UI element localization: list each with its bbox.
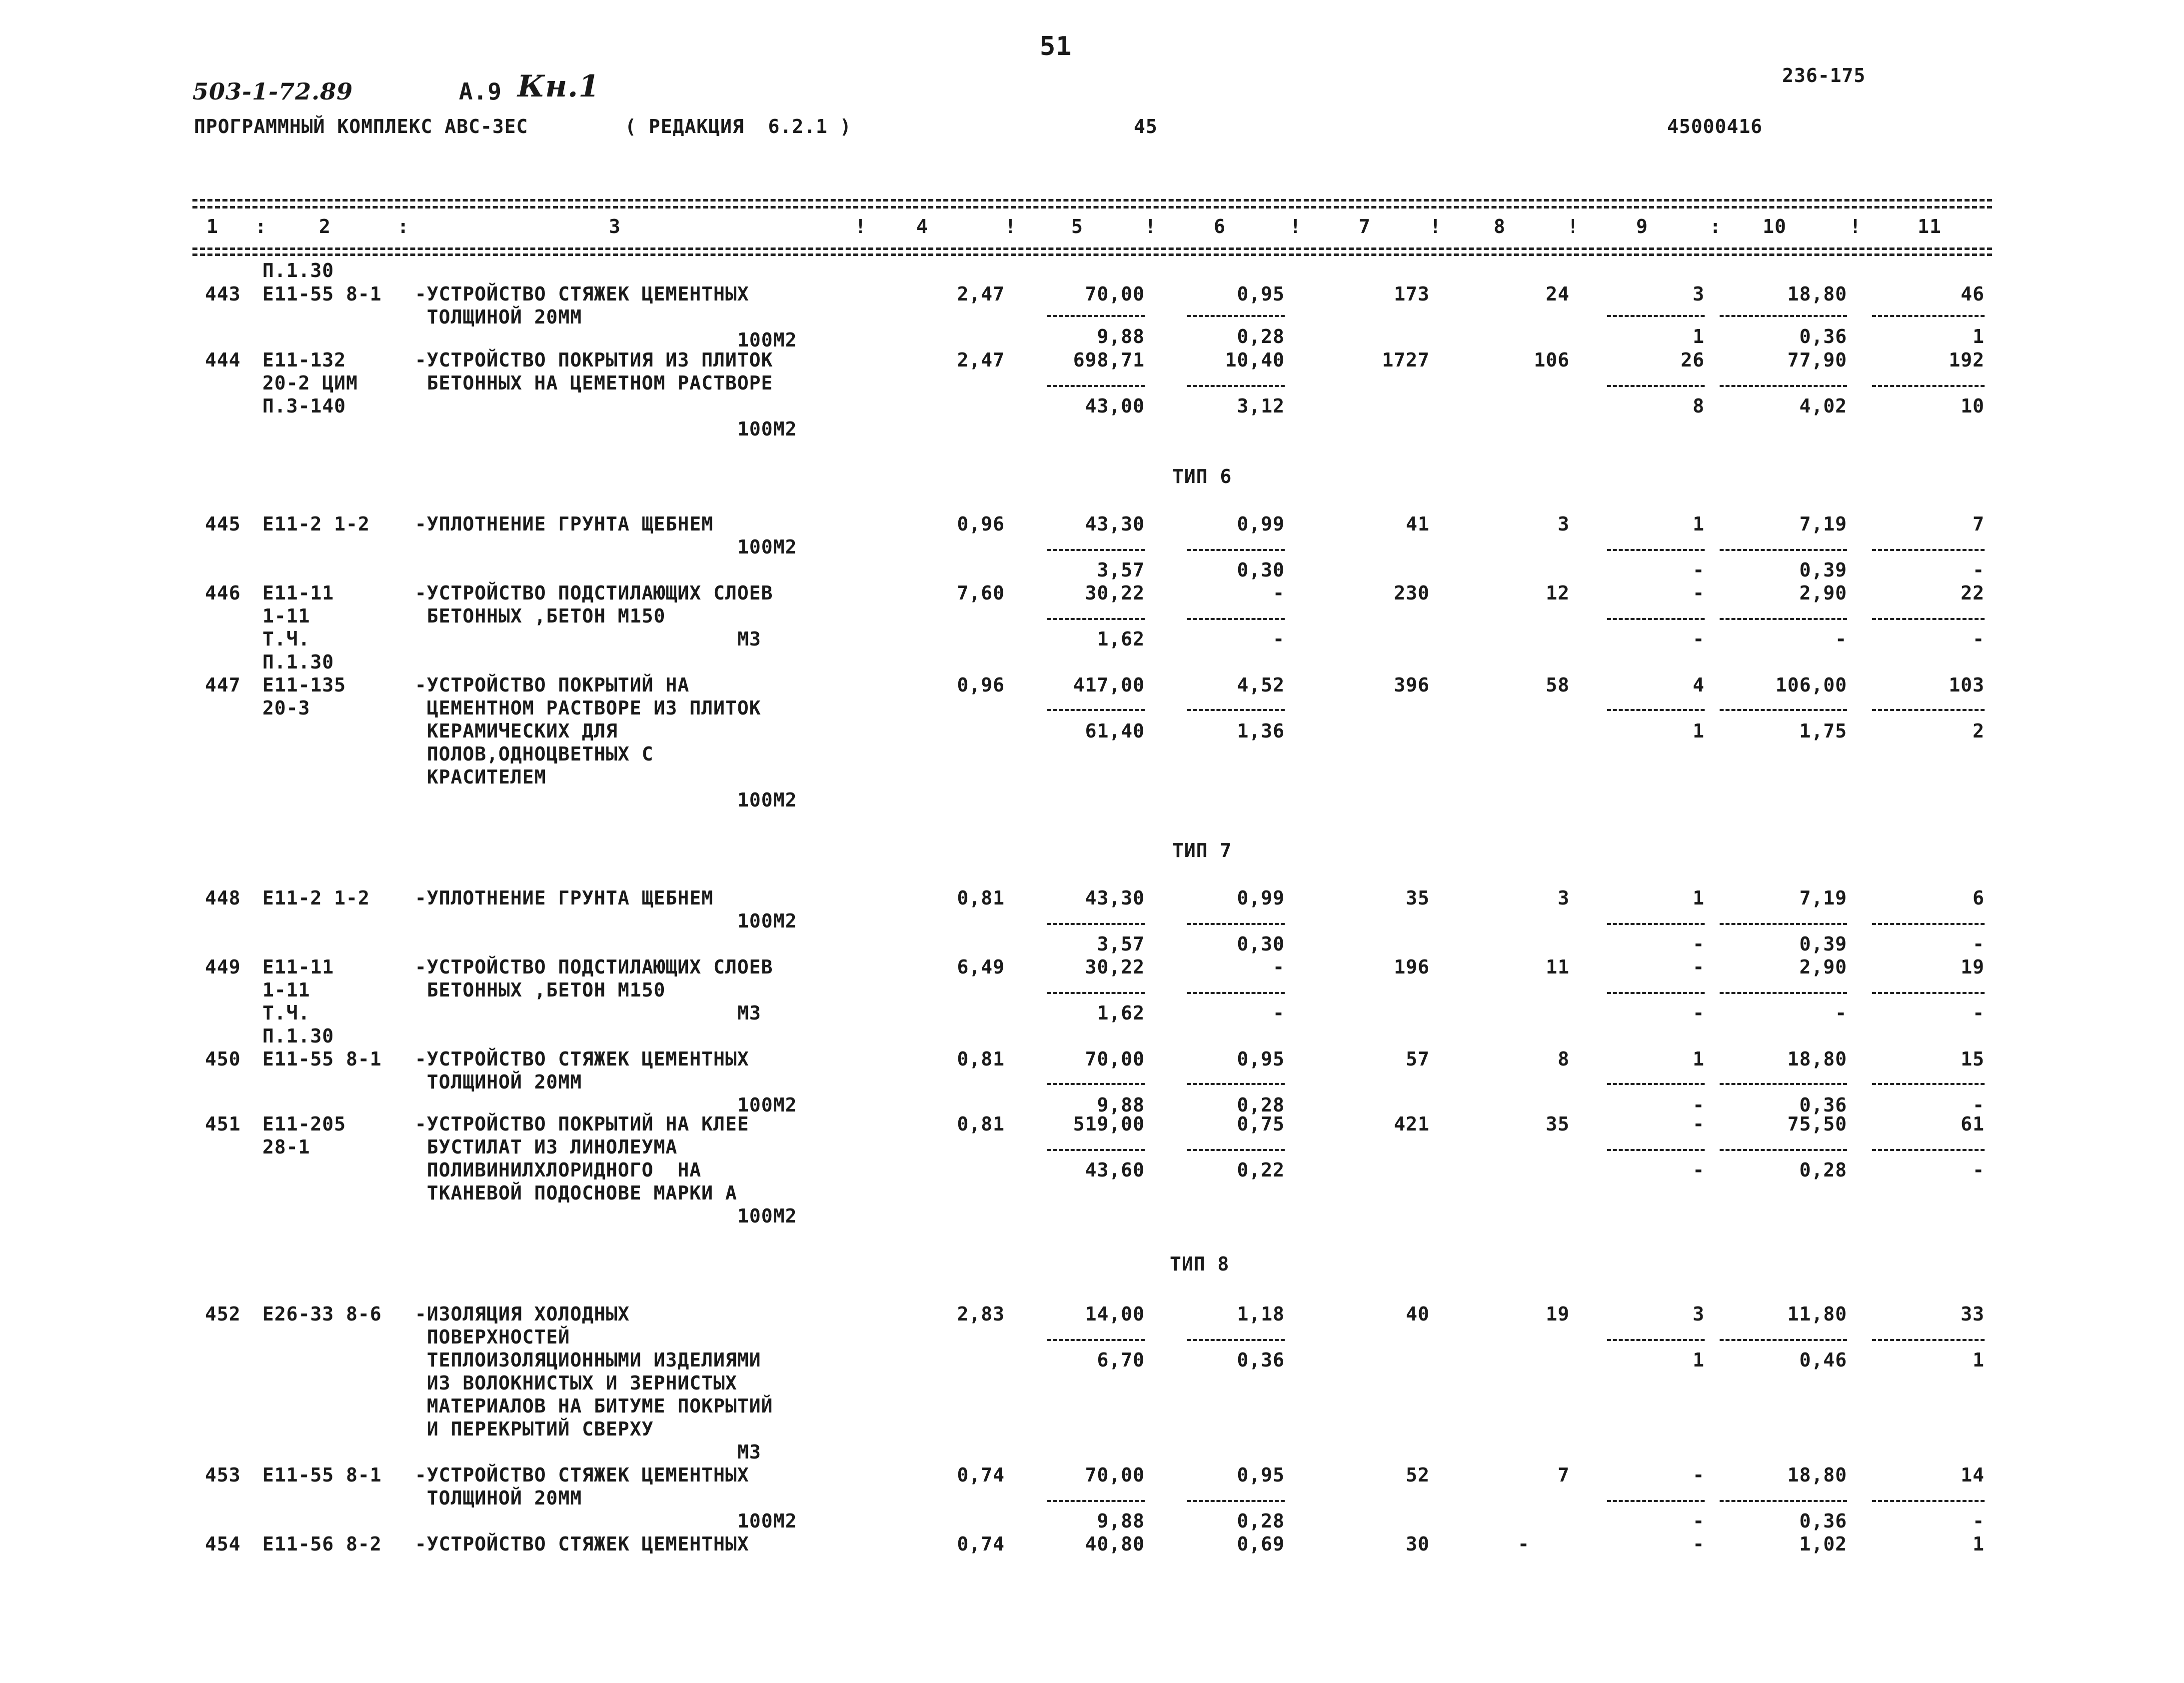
row-number: 444	[205, 349, 241, 371]
header-top-rule	[192, 199, 1992, 202]
cell-c9a: -	[1693, 582, 1705, 604]
cell-c4: 0,96	[957, 674, 1005, 696]
row-unit: 100М2	[737, 418, 797, 440]
cell-c5b: 43,60	[1085, 1159, 1145, 1181]
col-5: 5	[1071, 216, 1083, 238]
cell-c4: 0,74	[957, 1533, 1005, 1555]
row-description: ИЗ ВОЛОКНИСТЫХ И ЗЕРНИСТЫХ	[415, 1372, 737, 1394]
row-code: Е11-11	[262, 582, 334, 604]
cell-c6a: 0,75	[1237, 1113, 1285, 1135]
cell-c11b: -	[1973, 1094, 1985, 1116]
row-description: ТЕПЛОИЗОЛЯЦИОННЫМИ ИЗДЕЛИЯМИ	[415, 1349, 761, 1371]
cell-c9a: -	[1693, 956, 1705, 978]
cell-c6b: 0,22	[1237, 1159, 1285, 1181]
album-label: А.9	[459, 78, 502, 105]
row-description: И ПЕРЕКРЫТИЙ СВЕРХУ	[415, 1418, 654, 1440]
cell-c6b: 0,36	[1237, 1349, 1285, 1371]
col-6: 6	[1214, 216, 1226, 238]
row-description: -УСТРОЙСТВО ПОДСТИЛАЮЩИХ СЛОЕВ	[415, 582, 773, 604]
cell-c10a: 18,80	[1787, 1048, 1847, 1070]
cell-c11a: 15	[1961, 1048, 1985, 1070]
cell-c10b: 0,46	[1799, 1349, 1847, 1371]
cell-c5a: 43,30	[1085, 513, 1145, 535]
cell-c6a: 10,40	[1225, 349, 1285, 371]
row-unit: 100М2	[737, 536, 797, 558]
cell-c9b: 8	[1693, 395, 1705, 417]
cell-c6a: 0,95	[1237, 1464, 1285, 1486]
row-number: 445	[205, 513, 241, 535]
cell-c11a: 33	[1961, 1303, 1985, 1325]
cell-c11b: -	[1973, 1159, 1985, 1181]
cell-c5a: 14,00	[1085, 1303, 1145, 1325]
cell-c5a: 70,00	[1085, 1464, 1145, 1486]
cell-c9b: 1	[1693, 720, 1705, 742]
program-name: ПРОГРАММНЫЙ КОМПЛЕКС АВС-3ЕС	[194, 116, 528, 138]
section-heading: ТИП 7	[1172, 840, 1232, 862]
cell-c5a: 40,80	[1085, 1533, 1145, 1555]
object-code: 45000416	[1667, 116, 1763, 138]
row-description: ТКАНЕВОЙ ПОДОСНОВЕ МАРКИ А	[415, 1182, 737, 1204]
sheet-number: 45	[1134, 116, 1158, 138]
row-number: 454	[205, 1533, 241, 1555]
cell-c6a: 0,99	[1237, 887, 1285, 909]
cell-c6b: 1,36	[1237, 720, 1285, 742]
row-number: 448	[205, 887, 241, 909]
row-description: БЕТОННЫХ ,БЕТОН М150	[415, 979, 666, 1001]
cell-c9a: 4	[1693, 674, 1705, 696]
cell-c5a: 43,30	[1085, 887, 1145, 909]
cell-c4: 2,83	[957, 1303, 1005, 1325]
cell-c11a: 103	[1949, 674, 1985, 696]
cell-c6b: -	[1273, 1002, 1285, 1024]
cell-c10a: 11,80	[1787, 1303, 1847, 1325]
row-code: Е11-2 1-2	[262, 887, 370, 909]
row-unit: М3	[737, 1441, 761, 1463]
cell-c5a: 417,00	[1073, 674, 1145, 696]
cell-c11b: 1	[1973, 326, 1985, 348]
cell-c5b: 43,00	[1085, 395, 1145, 417]
cell-c8: 7	[1558, 1464, 1570, 1486]
cell-c10a: 75,50	[1787, 1113, 1847, 1135]
row-description: -УСТРОЙСТВО ПОКРЫТИЯ ИЗ ПЛИТОК	[415, 349, 773, 371]
cell-c7: 196	[1394, 956, 1430, 978]
col-2: 2	[319, 216, 331, 238]
row-description: ЦЕМЕНТНОМ РАСТВОРЕ ИЗ ПЛИТОК	[415, 697, 761, 719]
row-description: ПОЛИВИНИЛХЛОРИДНОГО НА	[415, 1159, 702, 1181]
row-number: 449	[205, 956, 241, 978]
row-description: БУСТИЛАТ ИЗ ЛИНОЛЕУМА	[415, 1136, 678, 1158]
cell-c5b: 9,88	[1097, 1094, 1145, 1116]
cell-c7: 396	[1394, 674, 1430, 696]
cell-c6a: 0,95	[1237, 283, 1285, 305]
row-code: П.1.30	[262, 260, 334, 282]
row-description: -УСТРОЙСТВО ПОКРЫТИЙ НА КЛЕЕ	[415, 1113, 749, 1135]
row-description: ПОЛОВ,ОДНОЦВЕТНЫХ С	[415, 743, 654, 765]
cell-c6b: 3,12	[1237, 395, 1285, 417]
cell-c6a: -	[1273, 956, 1285, 978]
cell-c5b: 1,62	[1097, 628, 1145, 650]
row-code: Е26-33 8-6	[262, 1303, 382, 1325]
cell-c10b: 1,75	[1799, 720, 1847, 742]
cell-c9b: -	[1693, 1094, 1705, 1116]
cell-c8: 3	[1558, 887, 1570, 909]
cell-c5b: 61,40	[1085, 720, 1145, 742]
cell-c6b: 0,30	[1237, 559, 1285, 581]
cell-c8: 35	[1546, 1113, 1570, 1135]
cell-c10b: 0,39	[1799, 559, 1847, 581]
cell-c10b: 0,36	[1799, 1094, 1847, 1116]
cell-c7: 52	[1406, 1464, 1430, 1486]
header-bottom-rule-2	[192, 254, 1992, 256]
program-edition: ( РЕДАКЦИЯ 6.2.1 )	[625, 116, 852, 138]
row-number: 452	[205, 1303, 241, 1325]
cell-c10a: 1,02	[1799, 1533, 1847, 1555]
cell-c10b: -	[1835, 628, 1847, 650]
row-code: Т.Ч.	[262, 1002, 310, 1024]
row-description: ТОЛЩИНОЙ 20ММ	[415, 1071, 582, 1093]
book-label: Кн.1	[517, 69, 600, 104]
row-description: -УПЛОТНЕНИЕ ГРУНТА ЩЕБНЕМ	[415, 513, 713, 535]
cell-c5b: 3,57	[1097, 933, 1145, 955]
col-9: 9	[1636, 216, 1648, 238]
row-number: 451	[205, 1113, 241, 1135]
row-description: -УСТРОЙСТВО СТЯЖЕК ЦЕМЕНТНЫХ	[415, 1048, 749, 1070]
row-code: П.1.30	[262, 1025, 334, 1047]
cell-c6a: -	[1273, 582, 1285, 604]
cell-c9b: -	[1693, 1002, 1705, 1024]
cell-c9a: 1	[1693, 887, 1705, 909]
cell-c6b: 0,30	[1237, 933, 1285, 955]
cell-c9b: -	[1693, 1510, 1705, 1532]
header-top-rule-2	[192, 206, 1992, 208]
cell-c10a: 7,19	[1799, 513, 1847, 535]
row-code: Е11-55 8-1	[262, 1464, 382, 1486]
row-unit: 100М2	[737, 1094, 797, 1116]
cell-c7: 41	[1406, 513, 1430, 535]
row-unit: 100М2	[737, 329, 797, 351]
row-unit: 100М2	[737, 1510, 797, 1532]
cell-c7: 57	[1406, 1048, 1430, 1070]
cell-c11b: 2	[1973, 720, 1985, 742]
cell-c6a: 4,52	[1237, 674, 1285, 696]
cell-c8: 11	[1546, 956, 1570, 978]
cell-c6a: 0,99	[1237, 513, 1285, 535]
cell-c10a: 18,80	[1787, 1464, 1847, 1486]
cell-c4: 6,49	[957, 956, 1005, 978]
cell-c11a: 192	[1949, 349, 1985, 371]
cell-c9b: -	[1693, 628, 1705, 650]
cell-c7: 230	[1394, 582, 1430, 604]
cell-c11b: -	[1973, 628, 1985, 650]
cell-c10a: 2,90	[1799, 956, 1847, 978]
cell-c9a: 26	[1681, 349, 1705, 371]
row-unit: М3	[737, 628, 761, 650]
cell-c9a: 1	[1693, 513, 1705, 535]
row-description: КРАСИТЕЛЕМ	[415, 766, 546, 788]
cell-c7: 30	[1406, 1533, 1430, 1555]
cell-c11b: 1	[1973, 1349, 1985, 1371]
cell-c9a: -	[1693, 1464, 1705, 1486]
cell-c10b: 0,36	[1799, 1510, 1847, 1532]
row-code: Т.Ч.	[262, 628, 310, 650]
row-description: МАТЕРИАЛОВ НА БИТУМЕ ПОКРЫТИЙ	[415, 1395, 773, 1417]
cell-c7: 421	[1394, 1113, 1430, 1135]
cell-c9b: -	[1693, 1159, 1705, 1181]
cell-c8: 24	[1546, 283, 1570, 305]
cell-c9b: 1	[1693, 326, 1705, 348]
row-number: 443	[205, 283, 241, 305]
row-unit: М3	[737, 1002, 761, 1024]
row-description: -УСТРОЙСТВО ПОДСТИЛАЮЩИХ СЛОЕВ	[415, 956, 773, 978]
cell-c10a: 77,90	[1787, 349, 1847, 371]
cell-c7: 173	[1394, 283, 1430, 305]
cell-c9a: 1	[1693, 1048, 1705, 1070]
cell-c9a: -	[1693, 1533, 1705, 1555]
cell-c7: 35	[1406, 887, 1430, 909]
row-code: Е11-56 8-2	[262, 1533, 382, 1555]
cell-c6b: 0,28	[1237, 1510, 1285, 1532]
cell-c11b: 10	[1961, 395, 1985, 417]
row-description: КЕРАМИЧЕСКИХ ДЛЯ	[415, 720, 618, 742]
cell-c10b: 0,39	[1799, 933, 1847, 955]
cell-c5a: 30,22	[1085, 956, 1145, 978]
cell-c5b: 1,62	[1097, 1002, 1145, 1024]
row-description: -УПЛОТНЕНИЕ ГРУНТА ЩЕБНЕМ	[415, 887, 713, 909]
cell-c6b: 0,28	[1237, 326, 1285, 348]
cell-c4: 2,47	[957, 283, 1005, 305]
cell-c11b: -	[1973, 1002, 1985, 1024]
cell-c5b: 6,70	[1097, 1349, 1145, 1371]
row-description: БЕТОННЫХ ,БЕТОН М150	[415, 605, 666, 627]
row-unit: 100М2	[737, 789, 797, 811]
cell-c5b: 9,88	[1097, 326, 1145, 348]
cell-c11a: 61	[1961, 1113, 1985, 1135]
cell-c10b: -	[1835, 1002, 1847, 1024]
cell-c7: 1727	[1382, 349, 1430, 371]
row-number: 450	[205, 1048, 241, 1070]
cell-c11a: 19	[1961, 956, 1985, 978]
cell-c5a: 70,00	[1085, 283, 1145, 305]
cell-c6a: 0,95	[1237, 1048, 1285, 1070]
row-unit: 100М2	[737, 910, 797, 932]
row-description: БЕТОННЫХ НА ЦЕМЕТНОМ РАСТВОРЕ	[415, 372, 773, 394]
row-description: ТОЛЩИНОЙ 20ММ	[415, 1487, 582, 1509]
cell-c8: 19	[1546, 1303, 1570, 1325]
cell-c6b: 0,28	[1237, 1094, 1285, 1116]
cell-c4: 0,81	[957, 887, 1005, 909]
row-description: ПОВЕРХНОСТЕЙ	[415, 1326, 570, 1348]
cell-c8: 106	[1534, 349, 1570, 371]
cell-c4: 0,81	[957, 1048, 1005, 1070]
row-code: 20-2 ЦИМ	[262, 372, 358, 394]
cell-c9b: -	[1693, 559, 1705, 581]
cell-c5a: 30,22	[1085, 582, 1145, 604]
row-number: 446	[205, 582, 241, 604]
row-description: -УСТРОЙСТВО СТЯЖЕК ЦЕМЕНТНЫХ	[415, 1464, 749, 1486]
cell-c8: 8	[1558, 1048, 1570, 1070]
cell-c4: 2,47	[957, 349, 1005, 371]
row-unit: 100М2	[737, 1205, 797, 1227]
cell-c10a: 18,80	[1787, 283, 1847, 305]
col-4: 4	[916, 216, 928, 238]
row-number: 453	[205, 1464, 241, 1486]
document-code: 236-175	[1782, 64, 1866, 86]
cell-c11a: 14	[1961, 1464, 1985, 1486]
row-code: Е11-2 1-2	[262, 513, 370, 535]
cell-c5a: 519,00	[1073, 1113, 1145, 1135]
row-description: -ИЗОЛЯЦИЯ ХОЛОДНЫХ	[415, 1303, 630, 1325]
section-heading: ТИП 6	[1172, 466, 1232, 488]
cell-c8: 58	[1546, 674, 1570, 696]
row-description: ТОЛЩИНОЙ 20ММ	[415, 306, 582, 328]
cell-c10a: 106,00	[1775, 674, 1847, 696]
cell-c10b: 0,36	[1799, 326, 1847, 348]
cell-c5a: 70,00	[1085, 1048, 1145, 1070]
row-number: 447	[205, 674, 241, 696]
cell-c4: 0,81	[957, 1113, 1005, 1135]
cell-c11b: -	[1973, 559, 1985, 581]
cell-c9b: -	[1693, 933, 1705, 955]
cell-c4: 7,60	[957, 582, 1005, 604]
cell-c6a: 1,18	[1237, 1303, 1285, 1325]
col-10: 10	[1763, 216, 1787, 238]
page-number: 51	[1040, 32, 1072, 62]
row-code: 1-11	[262, 979, 310, 1001]
col-8: 8	[1494, 216, 1506, 238]
header-bottom-rule	[192, 248, 1992, 250]
row-code: Е11-135	[262, 674, 346, 696]
cell-c4: 0,96	[957, 513, 1005, 535]
section-heading: ТИП 8	[1170, 1253, 1230, 1275]
row-code: 20-3	[262, 697, 310, 719]
row-code: П.3-140	[262, 395, 346, 417]
row-code: 28-1	[262, 1136, 310, 1158]
cell-c8: 12	[1546, 582, 1570, 604]
cell-c10b: 0,28	[1799, 1159, 1847, 1181]
cell-c11a: 7	[1973, 513, 1985, 535]
row-code: Е11-205	[262, 1113, 346, 1135]
cell-c4: 0,74	[957, 1464, 1005, 1486]
cell-c5b: 3,57	[1097, 559, 1145, 581]
cell-c10b: 4,02	[1799, 395, 1847, 417]
series-code: 503-1-72.89	[192, 78, 353, 105]
cell-c10a: 7,19	[1799, 887, 1847, 909]
row-code: П.1.30	[262, 651, 334, 673]
cell-c11a: 22	[1961, 582, 1985, 604]
cell-c9a: 3	[1693, 283, 1705, 305]
cell-c11a: 6	[1973, 887, 1985, 909]
row-code: Е11-132	[262, 349, 346, 371]
row-description: -УСТРОЙСТВО СТЯЖЕК ЦЕМЕНТНЫХ	[415, 283, 749, 305]
row-description: -УСТРОЙСТВО ПОКРЫТИЙ НА	[415, 674, 690, 696]
cell-c8: 3	[1558, 513, 1570, 535]
cell-c8: -	[1518, 1533, 1530, 1555]
cell-c5b: 9,88	[1097, 1510, 1145, 1532]
cell-c11a: 1	[1973, 1533, 1985, 1555]
cell-c11b: -	[1973, 1510, 1985, 1532]
col-3: 3	[609, 216, 621, 238]
cell-c9a: 3	[1693, 1303, 1705, 1325]
cell-c11b: -	[1973, 933, 1985, 955]
cell-c6b: -	[1273, 628, 1285, 650]
row-code: Е11-55 8-1	[262, 283, 382, 305]
col-11: 11	[1918, 216, 1942, 238]
cell-c7: 40	[1406, 1303, 1430, 1325]
cell-c6a: 0,69	[1237, 1533, 1285, 1555]
row-code: 1-11	[262, 605, 310, 627]
col-1: 1	[206, 216, 218, 238]
row-code: Е11-55 8-1	[262, 1048, 382, 1070]
cell-c11a: 46	[1961, 283, 1985, 305]
col-7: 7	[1359, 216, 1371, 238]
cell-c10a: 2,90	[1799, 582, 1847, 604]
cell-c9a: -	[1693, 1113, 1705, 1135]
row-description: -УСТРОЙСТВО СТЯЖЕК ЦЕМЕНТНЫХ	[415, 1533, 749, 1555]
cell-c5a: 698,71	[1073, 349, 1145, 371]
row-code: Е11-11	[262, 956, 334, 978]
cell-c9b: 1	[1693, 1349, 1705, 1371]
